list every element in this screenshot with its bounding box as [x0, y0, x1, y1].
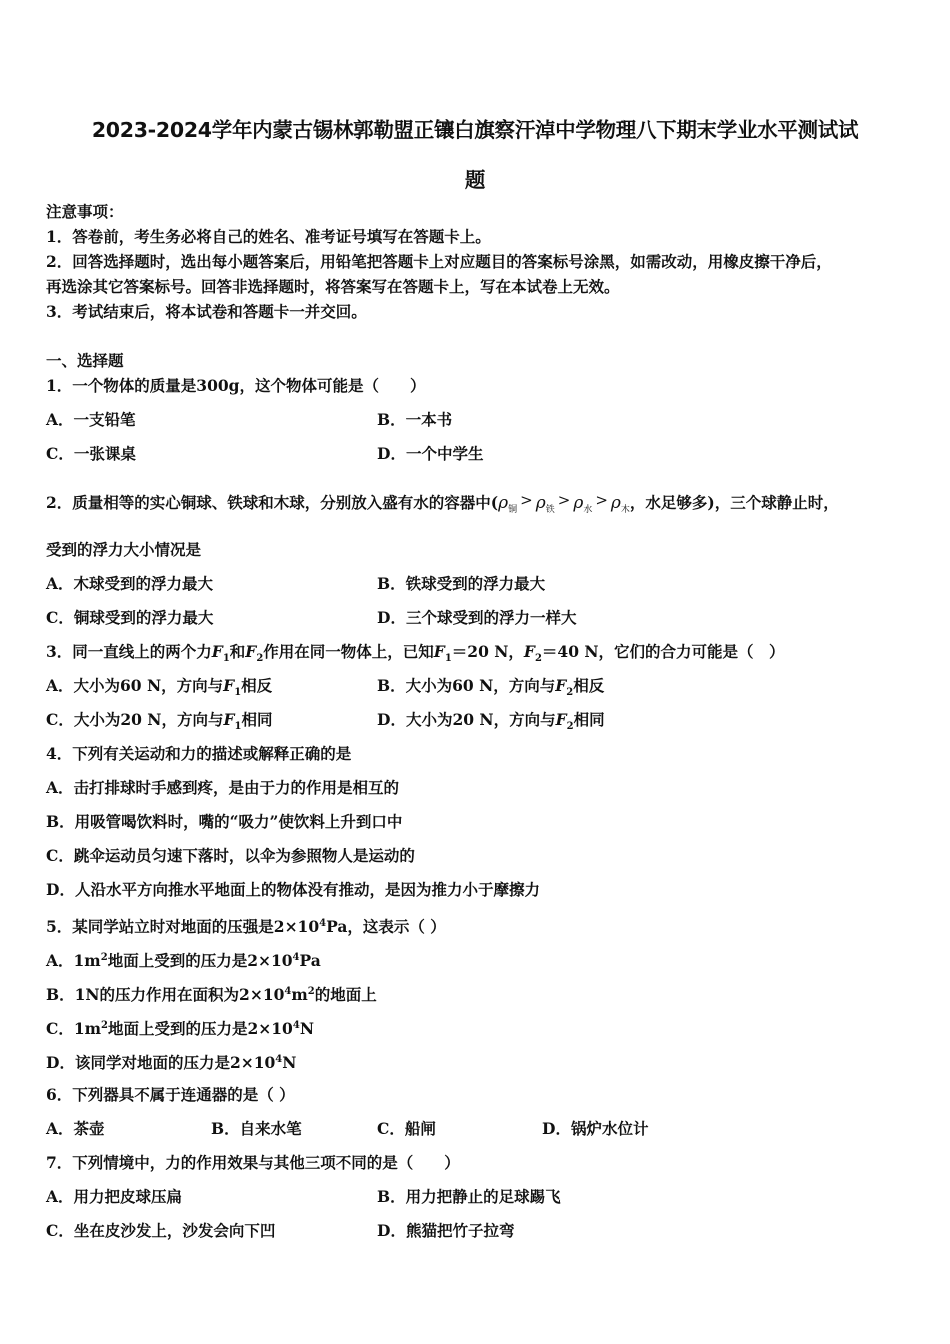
- notice-item-2-line-1: 2．回答选择题时，选出每小题答案后，用铅笔把答题卡上对应题目的答案标号涂黑，如需改动，用橡皮擦干净后，: [46, 252, 832, 271]
- question-2-option-a: A．木球受到的浮力最大: [46, 574, 214, 593]
- question-5-option-c: C．$1m^2$地面上受到的压力是$2\times 10^4N$: [46, 1019, 314, 1039]
- question-7-option-d: D．熊猫把竹子拉弯: [377, 1221, 515, 1240]
- notice-item-2-line-2: 再选涂其它答案标号。回答非选择题时，将答案写在答题卡上，写在本试卷上无效。: [46, 277, 620, 296]
- question-6-option-d: D．锅炉水位计: [542, 1119, 649, 1138]
- question-6-stem: 6．下列器具不属于连通器的是（ ）: [46, 1085, 295, 1104]
- question-4-stem: 4．下列有关运动和力的描述或解释正确的是: [46, 744, 352, 763]
- question-4-option-c: C．跳伞运动员匀速下落时，以伞为参照物人是运动的: [46, 846, 415, 865]
- question-6-option-c: C．船闸: [377, 1119, 436, 1138]
- question-4-option-b: B．用吸管喝饮料时，嘴的“吸力”使饮料上升到口中: [46, 812, 403, 831]
- question-3-option-a: A．大小为60 N，方向与$F_1$相反: [46, 676, 273, 699]
- question-6-option-a: A．茶壶: [46, 1119, 105, 1138]
- question-7-option-b: B．用力把静止的足球踢飞: [377, 1187, 561, 1206]
- question-6-option-b: B．自来水笔: [211, 1119, 302, 1138]
- exam-title-line-2: 题: [464, 168, 486, 192]
- question-3-option-c: C．大小为20 N，方向与$F_1$相同: [46, 710, 273, 733]
- question-7-option-c: C．坐在皮沙发上，沙发会向下凹: [46, 1221, 276, 1240]
- question-7-option-a: A．用力把皮球压扁: [46, 1187, 183, 1206]
- question-1-option-a: A．一支铅笔: [46, 410, 136, 429]
- section-heading: 一、选择题: [46, 351, 124, 370]
- question-2-stem-line-2: 受到的浮力大小情况是: [46, 540, 202, 559]
- question-5-option-d: D．该同学对地面的压力是$2\times 10^4N$: [46, 1053, 297, 1073]
- notice-heading: 注意事项：: [46, 202, 124, 221]
- question-1-option-d: D．一个中学生: [377, 444, 484, 463]
- notice-item-3: 3．考试结束后，将本试卷和答题卡一并交回。: [46, 302, 367, 321]
- question-5-stem: 5．某同学站立时对地面的压强是$2\times 10^4Pa$，这表示（ ）: [46, 917, 446, 937]
- question-5-option-b: B．1N的压力作用在面积为$2\times 10^4m^2$的地面上: [46, 985, 377, 1005]
- density-relation-formula: $\rho_铜> \rho_铁> \rho_水> \rho_木$: [498, 491, 630, 515]
- question-2-stem: [46, 490, 839, 520]
- question-1-option-c: C．一张课桌: [46, 444, 136, 463]
- notice-item-1: 1．答卷前，考生务必将自己的姓名、准考证号填写在答题卡上。: [46, 227, 491, 246]
- exam-title-line-1: 2023-2024学年内蒙古锡林郭勒盟正镶白旗察汗淖中学物理八下期末学业水平测试试: [91, 118, 859, 142]
- question-3-option-d: D．大小为20 N，方向与$F_2$相同: [377, 710, 605, 733]
- question-2-option-d: D．三个球受到的浮力一样大: [377, 608, 577, 627]
- question-2-option-b: B．铁球受到的浮力最大: [377, 574, 546, 593]
- question-4-option-a: A．击打排球时手感到疼，是由于力的作用是相互的: [46, 778, 400, 797]
- question-7-stem: 7．下列情境中，力的作用效果与其他三项不同的是（ ）: [46, 1153, 460, 1172]
- question-1-stem: 1．一个物体的质量是300g，这个物体可能是（ ）: [46, 376, 426, 395]
- question-4-option-d: D．人沿水平方向推水平地面上的物体没有推动，是因为推力小于摩擦力: [46, 880, 540, 899]
- question-1-option-b: B．一本书: [377, 410, 453, 429]
- question-5-option-a: A．$1m^2$地面上受到的压力是$2\times 10^4Pa$: [46, 951, 321, 971]
- question-3-option-b: B．大小为60 N，方向与$F_2$相反: [377, 676, 605, 699]
- question-2-stem-pre: 2．质量相等的实心铜球、铁球和木球，分别放入盛有水的容器中(: [46, 493, 499, 512]
- question-2-option-c: C．铜球受到的浮力最大: [46, 608, 214, 627]
- question-2-stem-post: ，水足够多)，三个球静止时，: [629, 493, 839, 512]
- question-3-stem: 3．同一直线上的两个力$F_1$和$F_2$作用在同一物体上，已知$F_1=20$ N，$F_2=40$ N，它们的合力可能是（ ）: [46, 642, 785, 665]
